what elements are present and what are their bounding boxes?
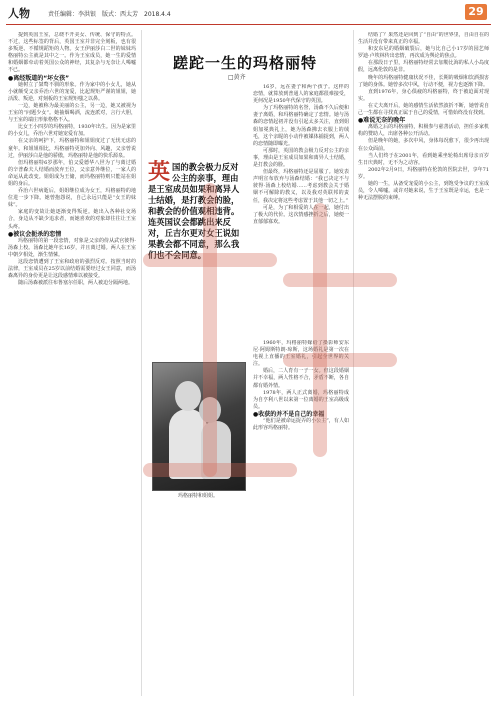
body-paragraph: 提到英国王室，总绕不开美女、传统、保守的特点。不过，这些标签的背后，英国王室并非完全刻板，也有很多叛逆、不循规蹈矩的人物。女王伊丽莎白二世的妹妹玛格丽特公主就是其中之一。作为王室成员，她一生的爱情和婚姻都牵动着英国公众的神经，其复杂与无奈让人唏嘘不已。 xyxy=(8,32,136,74)
header-rule xyxy=(6,24,491,25)
body-paragraph: 她树立了桀骜不驯的形象。作为家中的小女儿，她从小就颇受父亲乔治六世的宠爱，比起规矩严谨的姐姐，她活泼、叛逆，对刻板的王室规矩嗤之以鼻。 xyxy=(8,81,136,102)
column-left xyxy=(8,32,136,696)
body-paragraph: 晚年的玛格丽特健康状况不佳，长期的吸烟和饮酒损害了她的身体。她曾多次中风，行动不便，视力也逐渐下降。 xyxy=(358,74,489,88)
body-paragraph: 可是，为了和相爱的人在一起，她付出了极大的代价。这次情感挫折之后，她便一直郁郁寡欢。 xyxy=(253,204,349,225)
body-paragraph: 16岁，远在妻子和两个孩子。这样的恋情，就算放到普通人的家庭都很难接受，更何况是1950年代保守的英国。 xyxy=(253,84,349,105)
body-paragraph: 在父亲的呵护下，玛格丽特和姐姐度过了无忧无虑的童年。和姐姐相比，玛格丽特更加外向、风趣，父亲曾说过，伊丽莎白是他的骄傲，玛格丽特是他的快乐源泉。 xyxy=(8,138,136,159)
body-paragraph: 随后汤森被派往布鲁塞尔任职，两人被迫分隔两地。 xyxy=(18,280,134,287)
body-paragraph: 婚后，二人育有一子一女。但这段婚姻并不幸福，两人性格不合，矛盾不断，各自都有婚外情。 xyxy=(253,368,349,389)
pull-quote-dropcap: 英 xyxy=(148,160,171,185)
body-paragraph: 1960年，玛格丽特嫁给了摄影师安东尼·阿姆斯特朗-琼斯，这场婚礼是第一次在电视上直播的王室婚礼，引起全世界的关注。 xyxy=(253,340,349,368)
body-paragraph: 在那段日子里，玛格丽特经常去加勒比海的私人小岛度假，远离伦敦的是非。 xyxy=(358,60,489,74)
body-paragraph: 离婚之后的玛格丽特，积极参与慈善活动，担任多家机构的赞助人，出席各种公开活动。 xyxy=(358,124,489,138)
body-paragraph: 但最终，玛格丽特还是屈服了。她发表声明宣布放弃与汤森结婚：“我已决定不与彼得·汤森上校结婚……考虑到教会关于婚姻不可解除的教义，以及我对英联邦的责任，我决定将这些考虑置于其他一切之上。” xyxy=(253,169,349,204)
column-right xyxy=(358,32,489,696)
body-paragraph: 直到1976年，身心俱疲的玛格丽特，终于被迫面对现实。 xyxy=(358,88,489,102)
column-divider xyxy=(353,30,354,696)
body-paragraph: 1978年，两人正式离婚，玛格丽特成为自亨利八世以来第一位离婚的王室高级成员。 xyxy=(253,389,349,410)
column-middle-right-bottom xyxy=(253,340,349,696)
body-paragraph: 家庭的变故让她逐渐变得叛逆。她出入各种社交场合，身边从不缺少追求者，而她喜欢的对象却往往让王室头疼。 xyxy=(8,209,136,230)
page-header xyxy=(0,0,497,24)
body-paragraph: “他们是被命运捉弄的小公主”，有人如此形容玛格丽特。 xyxy=(253,418,349,432)
body-paragraph: 在丈夫离开后，她的感情生活依然波折不断，她曾说自己一生都在寻找真正属于自己的爱情，可惜始终没有找到。 xyxy=(358,102,489,117)
body-paragraph: 2002年2月9日，玛格丽特在伦敦的医院去世，享年71岁。 xyxy=(358,166,489,180)
editor-line: 责任编辑：李洪银 版式：西太芳 2018.4.4 xyxy=(48,11,171,18)
body-paragraph: 这段恋情遭到了王室和政府的强烈反对。按照当时的法律，王室成员在25岁以前结婚需要经过女王同意，而汤森离异的身份更是让这段感情难以被接受。 xyxy=(8,259,136,280)
body-paragraph: 和安东尼的婚姻破裂后，她与比自己小17岁的园艺师罗迪·卢埃林传出恋情，再次成为舆论的焦点。 xyxy=(358,46,489,60)
body-paragraph: 可那时，英国的教会极力反对公主的亲事，理由是王室成员如果和离异人士结婚，是打教会的脸。 xyxy=(253,147,349,169)
body-paragraph: 结婚了？果然还是回到了“自由”的世界里，自由自在的生活并没有带来真正的幸福。 xyxy=(358,32,489,46)
page-number-badge: 29 xyxy=(465,4,487,20)
section-name: 人物 xyxy=(8,7,30,20)
section-subheading: ●难说无奈的晚年 xyxy=(358,117,406,125)
body-paragraph: 为了玛格丽特的名誉，汤森不久后便和妻子离婚，和玛格丽特确定了恋情。她与汤森的恋情起初并没有引起太多关注，直到姐姐加冕典礼上，她为汤森拂去衣服上的绒毛，这个亲昵的小动作被媒体捕捉到，两人的恋情随即曝光。 xyxy=(253,105,349,147)
pull-quote-text: 国的教会极力反对公主的亲事，理由是王室成员如果和离异人士结婚，是打教会的脸，和教会的价值观相违背。连英国议会都跳出来反对，丘吉尔更对女王说如果教会都不同意，那么我们也不会同意。 xyxy=(148,162,240,260)
body-paragraph: 当人们终于在2001年，看到她乘坐轮椅出席母亲百岁生日庆典时，无不为之动容。 xyxy=(358,152,489,166)
section-subheading: ●收获的并不是自己的幸福 xyxy=(253,410,325,418)
body-paragraph: 一边，她被称为最美丽的公主，另一边，她又被视为王室的“问题少女”。她抽烟喝酒，流连派对，言行大胆，与王室的端庄形象格格不入。 xyxy=(8,102,136,124)
body-paragraph: 乔治六世病逝后，姐姐继位成为女王，玛格丽特的地位进一步下降。她曾抱怨说，自己永远只能是“女王的妹妹”。 xyxy=(8,188,136,209)
body-paragraph: 她的一生，从备受宠爱的小公主，到饱受争议的王室成员，令人唏嘘。或许对她来说，生于王室既是幸运，也是一种无法摆脱的束缚。 xyxy=(358,180,489,202)
body-paragraph: 玛格丽特的第一段恋情，对象是父亲的侍从武官彼得·汤森上校。汤森比她年长16岁，并且离过婚。两人在王室中朝夕相处，渐生情愫。 xyxy=(8,237,136,258)
section-subheading: ●被议会扼杀的恋情 xyxy=(8,230,62,238)
portrait-photo xyxy=(152,362,246,491)
article-title: 蹉跎一生的玛格丽特 xyxy=(172,54,317,72)
body-paragraph: 但玛格丽特6岁那年，伯父爱德华八世为了与离过婚的辛普森夫人结婚而放弃王位，父亲意外继位，一家人的命运从此改变。姐姐成为王储，而玛格丽特则只能站在姐姐的身后。 xyxy=(8,159,136,187)
pull-quote xyxy=(148,162,246,261)
column-divider xyxy=(141,30,142,696)
section-subheading: ●离经叛道的“坏女孩” xyxy=(8,74,70,82)
body-paragraph: 比女王小四岁的玛格丽特，1930年出生。因为是家里的小女儿，乔治六世对她宠爱有加。 xyxy=(8,124,136,138)
article-author: □黄齐 xyxy=(228,74,246,81)
photo-caption: 玛格丽特和姐姐。 xyxy=(177,493,218,499)
body-paragraph: 但是晚年的她，多次中风，身体每况愈下，很少再出现在公众面前。 xyxy=(358,138,489,152)
column-middle-right-top xyxy=(253,84,349,334)
